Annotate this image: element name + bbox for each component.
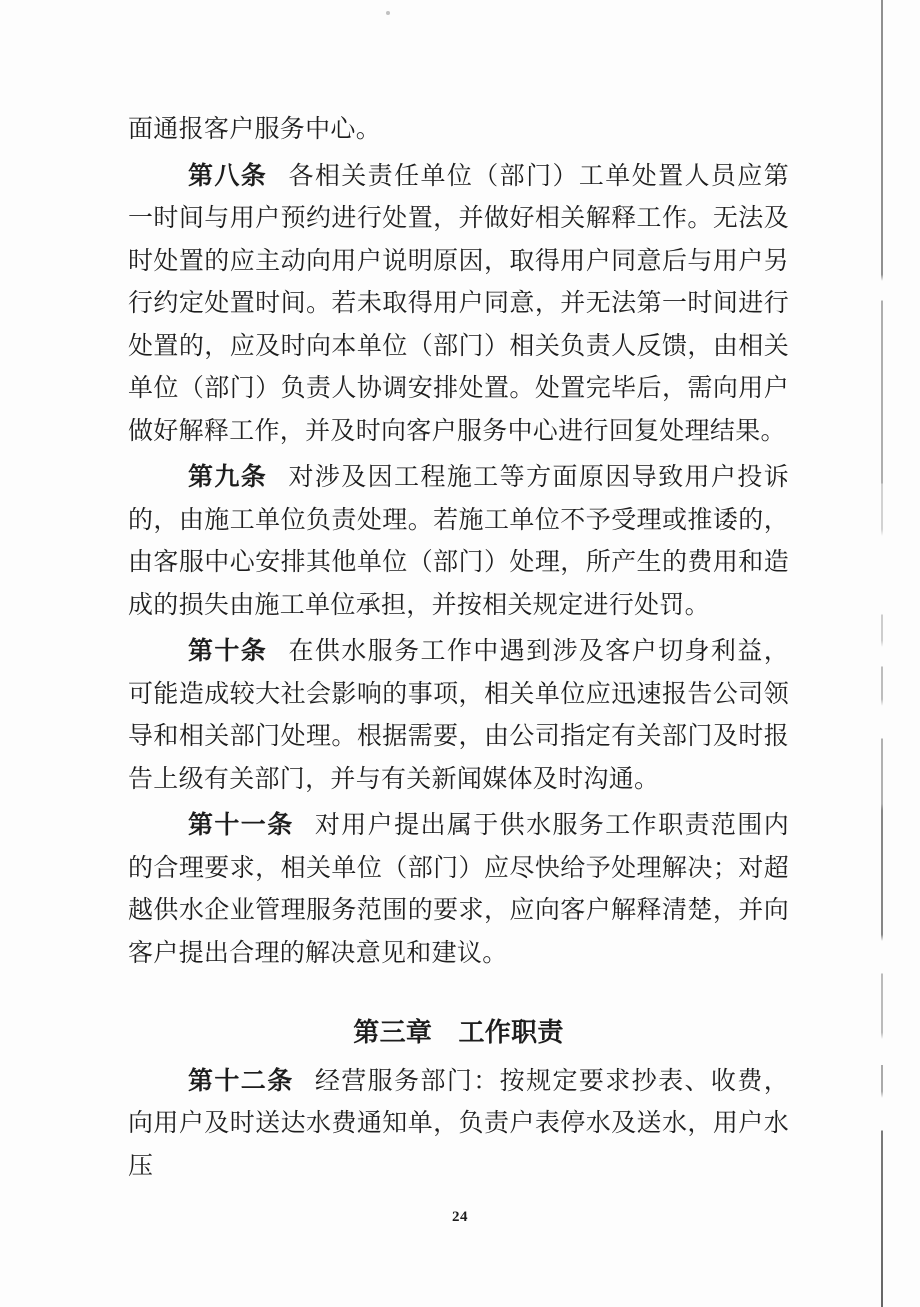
scan-artifact-speck — [386, 11, 390, 15]
chapter-heading: 第三章 工作职责 — [353, 1018, 564, 1047]
paragraph-article-10 — [128, 631, 789, 801]
article-11-text: 对用户提出属于供水服务工作职责范围内的合理要求，相关单位（部门）应尽快给予处理解决；对超越供水企业管理服务范围的要求，应向客户解释清楚，并向客户提出合理的解决意见和建议。 — [128, 812, 789, 967]
document-body — [128, 109, 789, 1192]
article-12-number: 第十二条 — [188, 1067, 294, 1095]
article-11-number: 第十一条 — [188, 812, 294, 839]
paragraph-article-11 — [128, 805, 789, 975]
article-8-number: 第八条 — [188, 162, 268, 190]
article-8-text: 各相关责任单位（部门）工单处置人员应第一时间与用户预约进行处置，并做好相关解释工作。无法及时处置的应主动向用户说明原因，取得用户同意后与用户另行约定处置时间。若未取得用户同意，并无法第一时间进行处置的，应及时向本单位（部门）相关负责人反馈，由相关单位（部门）负责人协调安排处置。处置完毕后，需向用户做好解释工作，并及时向客户服务中心进行回复处理结果。 — [128, 162, 790, 445]
article-10-text: 在供水服务工作中遇到涉及客户切身利益，可能造成较大社会影响的事项，相关单位应迅速报告公司领导和相关部门处理。根据需要，由公司指定有关部门及时报告上级有关部门，并与有关新闻媒体及时沟通。 — [128, 638, 790, 793]
paragraph-article-9 — [128, 457, 789, 627]
article-12-text: 经营服务部门：按规定要求抄表、收费，向用户及时送达水费通知单，负责户表停水及送水，用户水压 — [128, 1067, 789, 1180]
article-9-text: 对涉及因工程施工等方面原因导致用户投诉的，由施工单位负责处理。若施工单位不予受理或推诿的，由客服中心安排其他单位（部门）处理，所产生的费用和造成的损失由施工单位承担，并按相关规定进行处罚。 — [128, 464, 790, 619]
scan-artifact-line — [881, 0, 883, 1307]
article-9-number: 第九条 — [188, 464, 268, 491]
paragraph-article-12 — [128, 1061, 789, 1189]
paragraph-article-8 — [128, 156, 789, 454]
paragraph-continuation: 面通报客户服务中心。 — [128, 116, 382, 143]
article-10-number: 第十条 — [188, 638, 268, 665]
page-number: 24 — [452, 1209, 468, 1225]
